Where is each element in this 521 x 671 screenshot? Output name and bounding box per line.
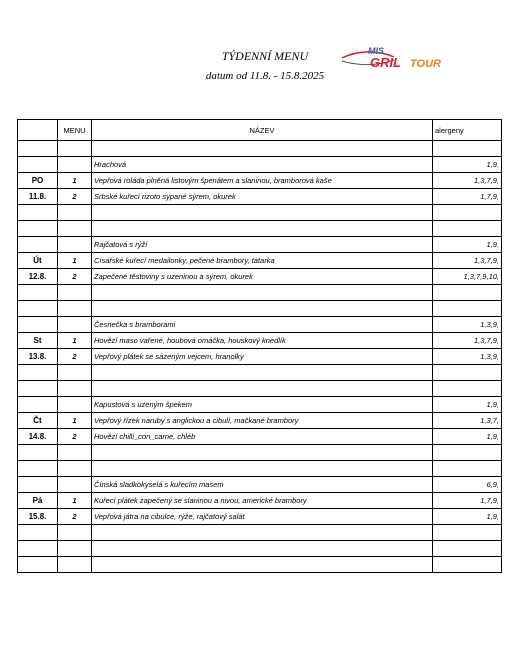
soup-name: Česnečka s bramborami	[92, 317, 433, 333]
day-cell-empty	[18, 445, 58, 461]
day-cell-empty	[18, 461, 58, 477]
day-date: 11.8.	[18, 189, 58, 205]
meal-row	[18, 413, 502, 429]
allergens-empty	[433, 541, 502, 557]
soup-row	[18, 237, 502, 253]
day-cell-empty	[18, 541, 58, 557]
empty-row	[18, 541, 502, 557]
spacer-row	[18, 365, 502, 381]
meal-name: Císařské kuřecí medailonky, pečené brambory, tatarka	[92, 253, 433, 269]
meal-name: Vepřový řízek naruby s anglickou a cibulí, mačkané brambory	[92, 413, 433, 429]
page-title: TÝDENNÍ MENU	[221, 49, 309, 63]
day-date: 13.8.	[18, 349, 58, 365]
soup-name: Hrachová	[92, 157, 433, 173]
day-cell-empty	[18, 317, 58, 333]
day-cell-empty	[18, 381, 58, 397]
day-cell-empty	[18, 301, 58, 317]
menu-column-header: MENU	[58, 120, 92, 141]
allergens-empty	[433, 301, 502, 317]
svg-text:TOUR: TOUR	[410, 58, 441, 70]
soup-row	[18, 397, 502, 413]
menu-num-empty	[58, 285, 92, 301]
day-column-header	[18, 120, 58, 141]
meal-allergens: 1,3,7,9,	[433, 173, 502, 189]
spacer-row	[18, 381, 502, 397]
meal-name: Srbské kuřecí rizoto sypané sýrem, okurek	[92, 189, 433, 205]
meal-name-empty	[92, 221, 433, 237]
allergens-empty	[433, 445, 502, 461]
soup-row	[18, 157, 502, 173]
meal-row	[18, 269, 502, 285]
meal-name: Vepřový plátek se sázeným vejcem, hranolky	[92, 349, 433, 365]
menu-num: 2	[58, 509, 92, 525]
day-date: 14.8.	[18, 429, 58, 445]
menu-num: 1	[58, 173, 92, 189]
spacer-row	[18, 285, 502, 301]
soup-allergens: 6,9,	[433, 477, 502, 493]
soup-allergens: 1,9,	[433, 397, 502, 413]
day-cell-empty	[18, 365, 58, 381]
spacer-row	[18, 205, 502, 221]
day-cell-empty	[18, 237, 58, 253]
meal-allergens: 1,7,9,	[433, 493, 502, 509]
day-abbr: PO	[18, 173, 58, 189]
soup-allergens: 1,9.	[433, 237, 502, 253]
spacer-row	[18, 445, 502, 461]
day-cell-empty	[18, 477, 58, 493]
meal-name-empty	[92, 365, 433, 381]
name-column-header: NÁZEV	[92, 120, 433, 141]
day-cell-empty	[18, 285, 58, 301]
soup-row	[18, 477, 502, 493]
menu-num-empty	[58, 301, 92, 317]
soup-row	[18, 317, 502, 333]
menu-num: 1	[58, 253, 92, 269]
meal-name-empty	[92, 445, 433, 461]
meal-name-empty	[92, 141, 433, 157]
menu-num: 1	[58, 333, 92, 349]
menu-num-empty	[58, 205, 92, 221]
meal-row	[18, 429, 502, 445]
menu-num-empty	[58, 237, 92, 253]
meal-row	[18, 253, 502, 269]
day-cell-empty	[18, 205, 58, 221]
meal-row	[18, 349, 502, 365]
menu-num-empty	[58, 141, 92, 157]
menu-num-empty	[58, 477, 92, 493]
soup-name: Čínská sladkokyselá s kuřecím masem	[92, 477, 433, 493]
allergens-empty	[433, 285, 502, 301]
meal-allergens: 1,3,7,9,10,	[433, 269, 502, 285]
menu-num-empty	[58, 365, 92, 381]
spacer-row	[18, 461, 502, 477]
day-cell-empty	[18, 141, 58, 157]
day-cell-empty	[18, 157, 58, 173]
meal-name: Vepřová játra na cibulce, rýže, rajčatový salát	[92, 509, 433, 525]
menu-num-empty	[58, 221, 92, 237]
empty-row	[18, 557, 502, 573]
menu-num-empty	[58, 525, 92, 541]
meal-allergens: 1,3,9,	[433, 349, 502, 365]
menu-num-empty	[58, 317, 92, 333]
allergens-empty	[433, 557, 502, 573]
allergens-empty	[433, 525, 502, 541]
meal-allergens: 1,3,7,9,	[433, 253, 502, 269]
day-cell-empty	[18, 525, 58, 541]
meal-name: Zapečené těstoviny s uzeninou a sýrem, okurek	[92, 269, 433, 285]
day-abbr: Út	[18, 253, 58, 269]
svg-text:GRIL: GRIL	[370, 55, 402, 70]
spacer-row	[18, 525, 502, 541]
meal-name-empty	[92, 557, 433, 573]
menu-num-empty	[58, 541, 92, 557]
day-date: 12.8.	[18, 269, 58, 285]
menu-num-empty	[58, 461, 92, 477]
meal-name: Hovězí chilli_con_carne, chléb	[92, 429, 433, 445]
menu-num: 2	[58, 429, 92, 445]
meal-name-empty	[92, 205, 433, 221]
meal-name-empty	[92, 285, 433, 301]
table-header-row	[18, 120, 502, 141]
soup-allergens: 1,9.	[433, 157, 502, 173]
allergens-empty	[433, 461, 502, 477]
soup-name: Kapustová s uzeným špekem	[92, 397, 433, 413]
day-cell-empty	[18, 221, 58, 237]
meal-row	[18, 333, 502, 349]
soup-allergens: 1,3,9,	[433, 317, 502, 333]
day-cell-empty	[18, 557, 58, 573]
menu-table	[17, 119, 502, 573]
meal-allergens: 1,3,7,	[433, 413, 502, 429]
allergens-empty	[433, 141, 502, 157]
meal-row	[18, 509, 502, 525]
spacer-row	[18, 301, 502, 317]
meal-name-empty	[92, 301, 433, 317]
meal-allergens: 1,7,9,	[433, 189, 502, 205]
meal-name-empty	[92, 461, 433, 477]
spacer-row	[18, 141, 502, 157]
menu-num: 2	[58, 189, 92, 205]
day-cell-empty	[18, 397, 58, 413]
menu-num-empty	[58, 557, 92, 573]
mis-gril-tour-logo	[338, 44, 468, 72]
meal-allergens: 1,3,7,9,	[433, 333, 502, 349]
meal-name: Hovězí maso vařené, houbová omáčka, houskový knedlík	[92, 333, 433, 349]
meal-allergens: 1,9,	[433, 509, 502, 525]
menu-num: 2	[58, 349, 92, 365]
spacer-row	[18, 221, 502, 237]
allergens-column-header: alergeny	[433, 120, 502, 141]
meal-name-empty	[92, 541, 433, 557]
menu-num: 1	[58, 493, 92, 509]
meal-name-empty	[92, 525, 433, 541]
day-date: 15.8.	[18, 509, 58, 525]
meal-row	[18, 493, 502, 509]
menu-num-empty	[58, 445, 92, 461]
day-abbr: Pá	[18, 493, 58, 509]
allergens-empty	[433, 381, 502, 397]
svg-text:MIS: MIS	[368, 46, 385, 56]
menu-num: 1	[58, 413, 92, 429]
menu-num: 2	[58, 269, 92, 285]
meal-row	[18, 189, 502, 205]
allergens-empty	[433, 205, 502, 221]
menu-num-empty	[58, 397, 92, 413]
day-abbr: St	[18, 333, 58, 349]
meal-name: Vepřová roláda plněná listovým špenátem a slaninou, bramborová kaše	[92, 173, 433, 189]
menu-num-empty	[58, 157, 92, 173]
meal-row	[18, 173, 502, 189]
allergens-empty	[433, 365, 502, 381]
meal-name: Kuřecí plátek zapečený se slaninou a nivou, americké brambory	[92, 493, 433, 509]
menu-num-empty	[58, 381, 92, 397]
meal-allergens: 1,9,	[433, 429, 502, 445]
date-range: datum od 11.8. - 15.8.2025	[205, 70, 325, 82]
allergens-empty	[433, 221, 502, 237]
meal-name-empty	[92, 381, 433, 397]
soup-name: Rajčatová s rýží	[92, 237, 433, 253]
day-abbr: Čt	[18, 413, 58, 429]
